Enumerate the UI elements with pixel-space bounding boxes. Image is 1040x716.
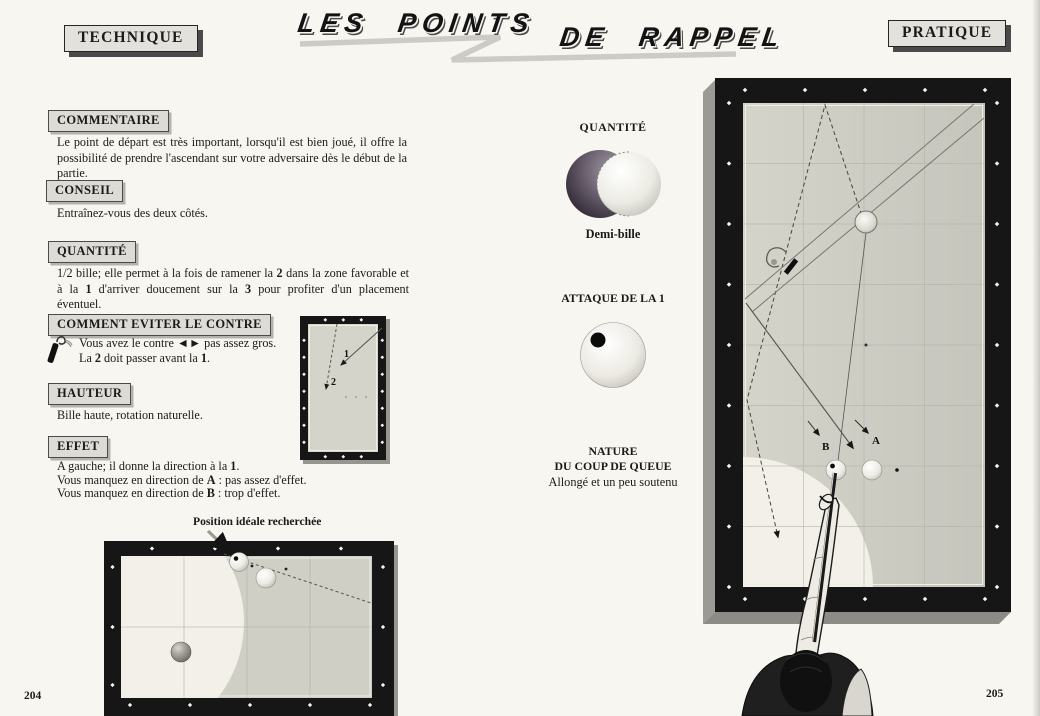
quantite-body: 1/2 bille; elle permet à la fois de ramener la 2 dans la zone favorable et à la 1 d'arriver doucement sur la 3 pour profiter d'un placement éventuel.: [57, 266, 409, 312]
page-title-line2: DE RAPPEL: [557, 22, 787, 52]
nature-heading-line2: DU COUP DE QUEUE: [554, 458, 672, 473]
conseil-body: Entraînez-vous des deux côtés.: [57, 206, 208, 220]
effet-line1: A gauche; il donne la direction à la 1.: [57, 459, 240, 473]
pratique-label: PRATIQUE: [902, 24, 993, 41]
felt-spot-dot: [865, 344, 868, 347]
object-ball: [256, 568, 276, 588]
attaque-label: ATTAQUE DE LA 1: [561, 291, 665, 305]
nature-heading: [528, 444, 698, 473]
effet-line3: Vous manquez en direction de B : trop d'effet.: [57, 486, 281, 501]
quantite-heading: QUANTITÉ: [57, 244, 127, 258]
conseil-heading-box: [46, 180, 123, 202]
demi-bille-diagram: [558, 140, 674, 230]
hauteur-body: Bille haute, rotation naturelle.: [57, 408, 203, 422]
ideal-position-caption: Position idéale recherchée: [193, 515, 322, 528]
light-cue-ball: [597, 152, 661, 216]
pratique-tab-box: [888, 20, 1006, 47]
commentaire-heading-box: [48, 110, 169, 132]
bottom-table-white-zone: [0, 499, 244, 716]
commentaire-body: Le point de départ est très important, lorsqu'il est bien joué, il offre la possibilité de prendre l'ascendant sur votre adversaire dès le début de la partie.: [57, 135, 407, 181]
contact-dot-2: [285, 568, 288, 571]
hauteur-heading: HAUTEUR: [57, 386, 123, 400]
quantite-diagram-label: QUANTITÉ: [579, 120, 647, 134]
nature-heading-line1: NATURE: [588, 444, 638, 458]
hauteur-heading-box: [48, 383, 131, 405]
contre-heading-box: [48, 314, 271, 336]
small-table-label-1: 1: [344, 349, 349, 360]
small-table-label-2: 2: [331, 377, 336, 388]
attaque-ball-diagram: [576, 320, 652, 392]
cue-chalk-icon: [47, 334, 75, 364]
effet-heading-box: [48, 436, 108, 458]
effet-line2: Vous manquez en direction de A : pas assez d'effet.: [57, 472, 307, 487]
big-table-label-a: A: [872, 435, 880, 447]
contact-dot-1: [251, 565, 254, 568]
commentaire-heading: COMMENTAIRE: [57, 113, 160, 127]
page-title-line1: LES POINTS: [295, 8, 537, 38]
technique-label: TECHNIQUE: [78, 29, 184, 46]
effet-heading: EFFET: [57, 439, 100, 453]
cue-ball: [230, 553, 249, 572]
quantite-heading-box: [48, 241, 136, 263]
contre-heading: COMMENT EVITER LE CONTRE: [57, 317, 262, 331]
nature-body: Allongé et un peu soutenu: [548, 475, 678, 489]
technique-tab-box: [64, 25, 198, 52]
small-table-diagram: [298, 314, 394, 468]
ball-three: [855, 211, 877, 233]
cue-ball-attack-dot: [234, 556, 239, 561]
attaque-point-dot: [591, 333, 606, 348]
attaque-ball: [581, 323, 646, 388]
small-table-felt: [308, 324, 378, 452]
contre-line1: Vous avez le contre ◄► pas assez gros.: [79, 336, 277, 350]
ball-two: [171, 642, 191, 662]
demi-bille-label: Demi-bille: [585, 227, 641, 241]
page-number-left: 204: [24, 690, 42, 702]
bottom-table-diagram: [100, 510, 400, 716]
big-table-label-b: B: [822, 441, 830, 453]
page-number-right: 205: [986, 688, 1004, 700]
contre-line2: La 2 doit passer avant la 1.: [79, 350, 210, 365]
conseil-heading: CONSEIL: [55, 183, 115, 197]
player-figure: [690, 400, 910, 716]
